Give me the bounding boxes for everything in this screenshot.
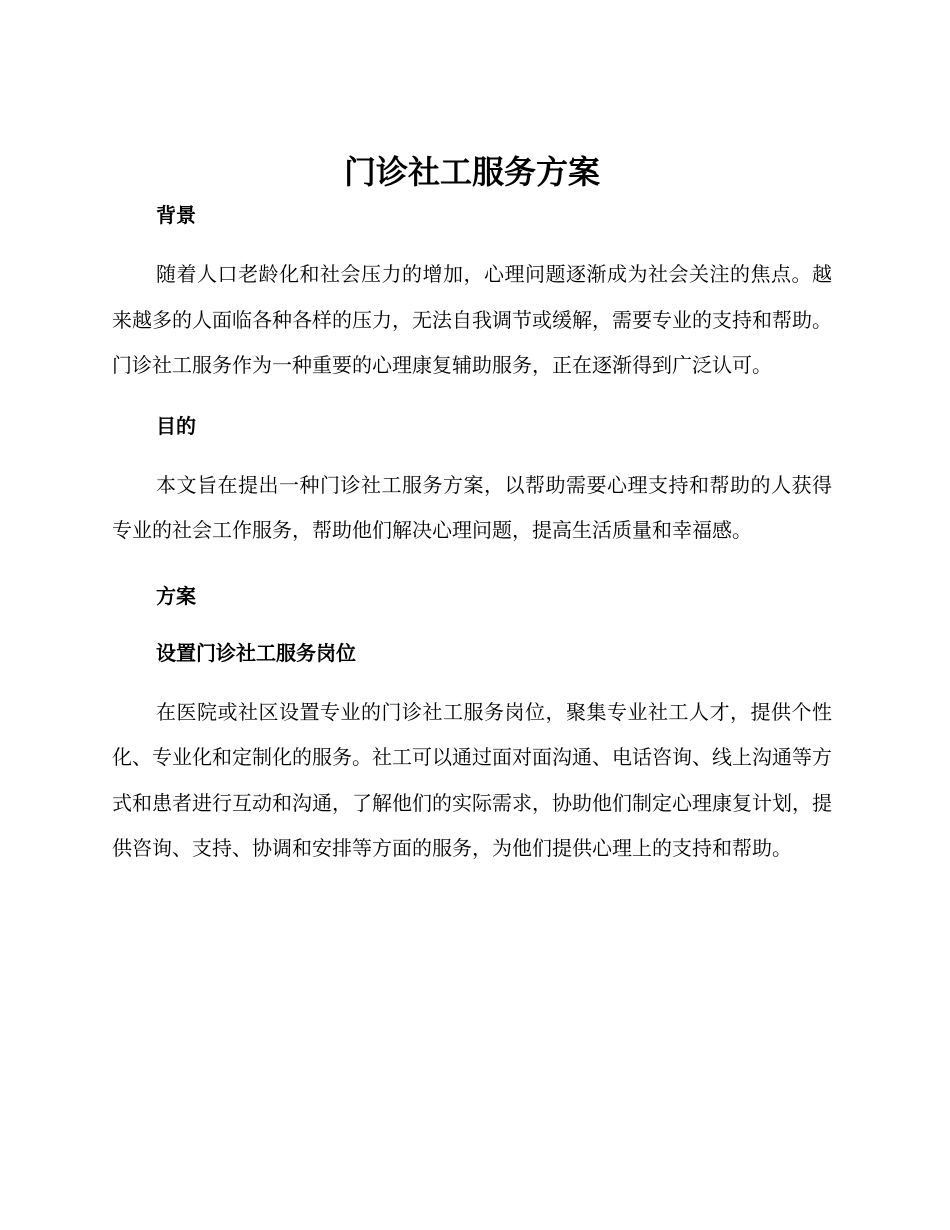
section-heading-purpose: 目的 [156, 413, 196, 438]
document-title: 门诊社工服务方案 [343, 153, 600, 191]
section-heading-plan: 方案 [156, 583, 196, 608]
paragraph-service-post: 在医院或社区设置专业的门诊社工服务岗位，聚集专业社工人才，提供个性化、专业化和定制化的服务。社工可以通过面对面沟通、电话咨询、线上沟通等方式和患者进行互动和沟通，了解他们的实际需求，协助他们制定心理康复计划，提供咨询、支持、协调和安排等方面的服务，为他们提供心理上的支持和帮助。 [112, 699, 832, 860]
paragraph-background: 随着人口老龄化和社会压力的增加，心理问题逐渐成为社会关注的焦点。越来越多的人面临各种各样的压力，无法自我调节或缓解，需要专业的支持和帮助。门诊社工服务作为一种重要的心理康复辅助服务，正在逐渐得到广泛认可。 [112, 262, 832, 377]
subsection-heading-service-post: 设置门诊社工服务岗位 [156, 640, 356, 665]
paragraph-purpose: 本文旨在提出一种门诊社工服务方案，以帮助需要心理支持和帮助的人获得专业的社会工作服务，帮助他们解决心理问题，提高生活质量和幸福感。 [112, 472, 832, 542]
section-heading-background: 背景 [156, 203, 196, 227]
document-body [112, 148, 832, 872]
